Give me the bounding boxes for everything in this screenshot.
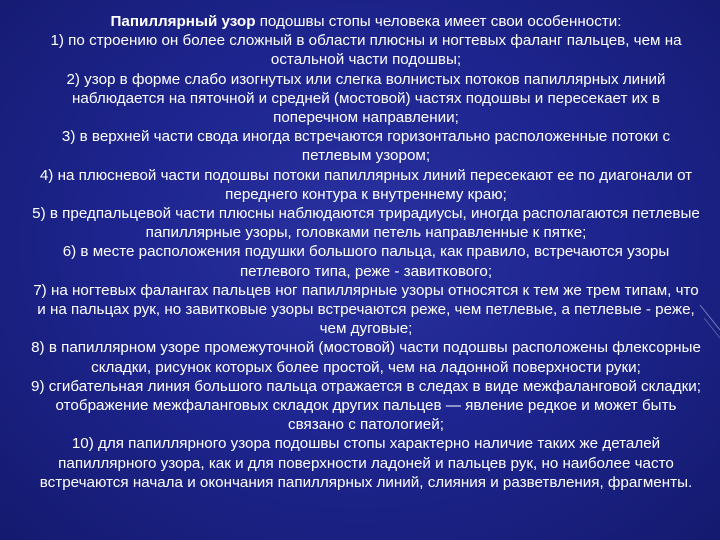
list-item: 9) сгибательная линия большого пальца отражается в следах в виде межфаланговой складки; отображение межфаланговых складок других пальцев — явление редкое и может быть связано с патологией;	[31, 377, 701, 434]
list-item: 6) в месте расположения подушки большого пальца, как правило, встречаются узоры петлевого типа, реже - завиткового;	[62, 243, 670, 280]
list-item: 2) узор в форме слабо изогнутых или слегка волнистых потоков папиллярных линий наблюдается на пяточной и средней (мостовой) частях подошвы и пересекает их в поперечном направлении;	[66, 70, 666, 127]
list-item: 7) на ногтевых фалангах пальцев ног папиллярные узоры относятся к тем же трем типам, что и на пальцах рук, но завитковые узоры встречаются реже, чем петлевые, а петлевые - реже, чем дуговые;	[33, 281, 699, 338]
body-text	[30, 12, 702, 492]
heading-rest: подошвы стопы человека имеет свои особенности:	[255, 13, 622, 30]
heading-bold: Папиллярный узор	[110, 13, 256, 30]
list-item: 8) в папиллярном узоре промежуточной (мостовой) части подошвы расположены флексорные складки, рисунок которых более простой, чем на ладонной поверхности руки;	[31, 339, 701, 376]
list-item: 5) в предпальцевой части плюсны наблюдаются трирадиусы, иногда располагаются петлевые папиллярные узоры, головками петель направленные к пятке;	[32, 205, 700, 242]
list-item: 4) на плюсневой части подошвы потоки папиллярных линий пересекают ее по диагонали от переднего контура к внутреннему краю;	[39, 166, 693, 203]
list-item: 3) в верхней части свода иногда встречаются горизонтально расположенные потоки с петлевым узором;	[61, 128, 671, 165]
list-item: 1) по строению он более сложный в области плюсны и ногтевых фаланг пальцев, чем на остальной части подошвы;	[50, 32, 682, 69]
decor-line-right-2	[704, 318, 720, 338]
list-item: 10) для папиллярного узора подошвы стопы характерно наличие таких же деталей папиллярного узора, как и для поверхности ладоней и пальцев рук, но наиболее часто встречаются начала и окончания папиллярных линий, слияния и разветвления, фрагменты.	[39, 435, 693, 491]
heading-line	[30, 12, 702, 31]
